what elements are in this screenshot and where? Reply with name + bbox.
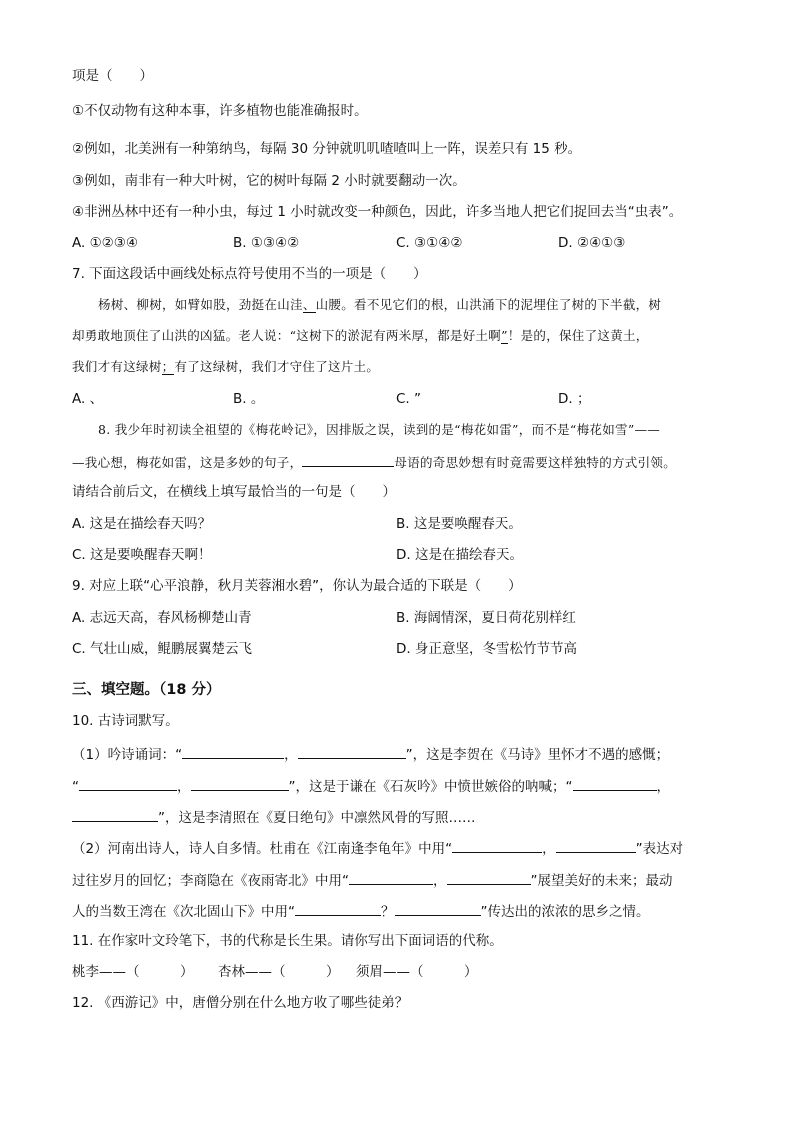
- q10-stem: 10. 古诗词默写。: [72, 713, 179, 729]
- q8-option-c: C. 这是要唤醒春天啊！: [72, 547, 212, 563]
- q6-option-d: D. ②④①③: [558, 235, 626, 251]
- q7-underline-c: ”: [501, 328, 508, 343]
- q10-blank-12[interactable]: [395, 901, 481, 916]
- q10-blank-10[interactable]: [447, 870, 531, 885]
- q10-line-5: 过往岁月的回忆；李商隐在《夜雨寄北》中用“ ， ”展望美好的未来；最动: [72, 870, 732, 890]
- q6-sentence-2: ②例如，北美洲有一种第纳鸟，每隔 30 分钟就叽叽喳喳叫上一阵，误差只有 15 秒。: [72, 141, 582, 157]
- q10-line-4: （2）河南出诗人，诗人自多情。杜甫在《江南逢李龟年》中用“ ， ”表达对: [72, 838, 732, 858]
- q8-answer-blank[interactable]: [302, 452, 394, 467]
- q10-blank-4[interactable]: [191, 776, 289, 791]
- q7-underline-a: 、: [302, 297, 316, 312]
- q9-option-b: B. 海阔情深，夏日荷花别样红: [396, 610, 576, 626]
- q10-blank-11[interactable]: [295, 901, 381, 916]
- q9-option-a: A. 志远天高，春风杨柳楚山青: [72, 610, 252, 626]
- q6-stem-tail: 项是（ ）: [72, 68, 153, 84]
- q6-sentence-3: ③例如，南非有一种大叶树，它的树叶每隔 2 小时就要翻动一次。: [72, 173, 466, 189]
- q7-passage-line-3: 我们才有这绿树；有了这绿树，我们才守住了这片土。: [72, 359, 380, 374]
- q10-blank-9[interactable]: [349, 870, 433, 885]
- q10-blank-3[interactable]: [79, 776, 177, 791]
- q6-sentence-1: ①不仅动物有这种本事，许多植物也能准确报时。: [72, 103, 368, 119]
- q7-option-b: B. 。: [233, 391, 265, 407]
- q8-stem: 请结合前后文，在横线上填写最恰当的一句是（ ）: [72, 484, 396, 500]
- q8-option-d: D. 这是在描绘春天。: [396, 547, 523, 563]
- q8-line-1: 8. 我少年时初读全祖望的《梅花岭记》，因排版之误，读到的是“梅花如雷”，而不是“梅花如雪”——: [98, 422, 661, 437]
- q10-line-6: 人的当数王湾在《次北固山下》中用“ ？ ”传达出的浓浓的思乡之情。: [72, 901, 732, 921]
- q7-stem: 7. 下面这段话中画线处标点符号使用不当的一项是（ ）: [72, 266, 427, 282]
- q10-blank-6[interactable]: [72, 807, 158, 822]
- q10-blank-7[interactable]: [452, 838, 542, 853]
- q10-blank-2[interactable]: [298, 744, 406, 759]
- q12-stem: 12. 《西游记》中，唐僧分别在什么地方收了哪些徒弟？: [72, 995, 409, 1011]
- q11-item-3: 须眉——（ ）: [356, 964, 478, 980]
- q7-passage-line-1: 杨树、柳树，如臂如股，劲挺在山洼、山腰。看不见它们的根，山洪涌下的泥埋住了树的下半截，树: [98, 297, 662, 312]
- q6-option-a: A. ①②③④: [72, 235, 138, 251]
- q11-item-2: 杏林——（ ）: [218, 964, 340, 980]
- q10-line-2: “ ， ”，这是于谦在《石灰吟》中愤世嫉俗的呐喊；“ ，: [72, 776, 732, 796]
- q10-blank-8[interactable]: [556, 838, 636, 853]
- q7-option-d: D. ；: [558, 391, 591, 407]
- q8-line-2: —我心想，梅花如雷，这是多妙的句子， 母语的奇思妙想有时竟需要这样独特的方式引领。: [72, 452, 732, 472]
- q7-option-c: C. ”: [396, 391, 422, 407]
- q10-blank-5[interactable]: [573, 776, 657, 791]
- q10-line-3: ”，这是李清照在《夏日绝句》中凛然风骨的写照……: [72, 807, 732, 827]
- q6-option-c: C. ③①④②: [396, 235, 463, 251]
- section-3-heading: 三、填空题。（18 分）: [72, 682, 221, 698]
- q10-line-1: （1）吟诗诵词：“ ， ”，这是李贺在《马诗》里怀才不遇的感慨；: [72, 744, 732, 764]
- q7-option-a: A. 、: [72, 391, 104, 407]
- q8-option-a: A. 这是在描绘春天吗？: [72, 516, 212, 532]
- q11-stem: 11. 在作家叶文玲笔下，书的代称是长生果。请你写出下面词语的代称。: [72, 933, 503, 949]
- q11-item-1: 桃李——（ ）: [72, 964, 194, 980]
- q7-passage-line-2: 却勇敢地顶住了山洪的凶猛。老人说：“这树下的淤泥有两米厚，都是好土啊”！是的，保住了这黄土，: [72, 328, 649, 343]
- q6-sentence-4: ④非洲丛林中还有一种小虫，每过 1 小时就改变一种颜色，因此，许多当地人把它们捉回去当“虫表”。: [72, 204, 683, 220]
- q10-blank-1[interactable]: [182, 744, 284, 759]
- q9-stem: 9. 对应上联“心平浪静，秋月芙蓉湘水碧”，你认为最合适的下联是（ ）: [72, 578, 522, 594]
- q8-option-b: B. 这是要唤醒春天。: [396, 516, 522, 532]
- q6-option-b: B. ①③④②: [233, 235, 300, 251]
- q9-option-d: D. 身正意坚，冬雪松竹节节高: [396, 641, 577, 657]
- q7-underline-d: ；: [161, 359, 175, 374]
- q9-option-c: C. 气壮山威，鲲鹏展翼楚云飞: [72, 641, 253, 657]
